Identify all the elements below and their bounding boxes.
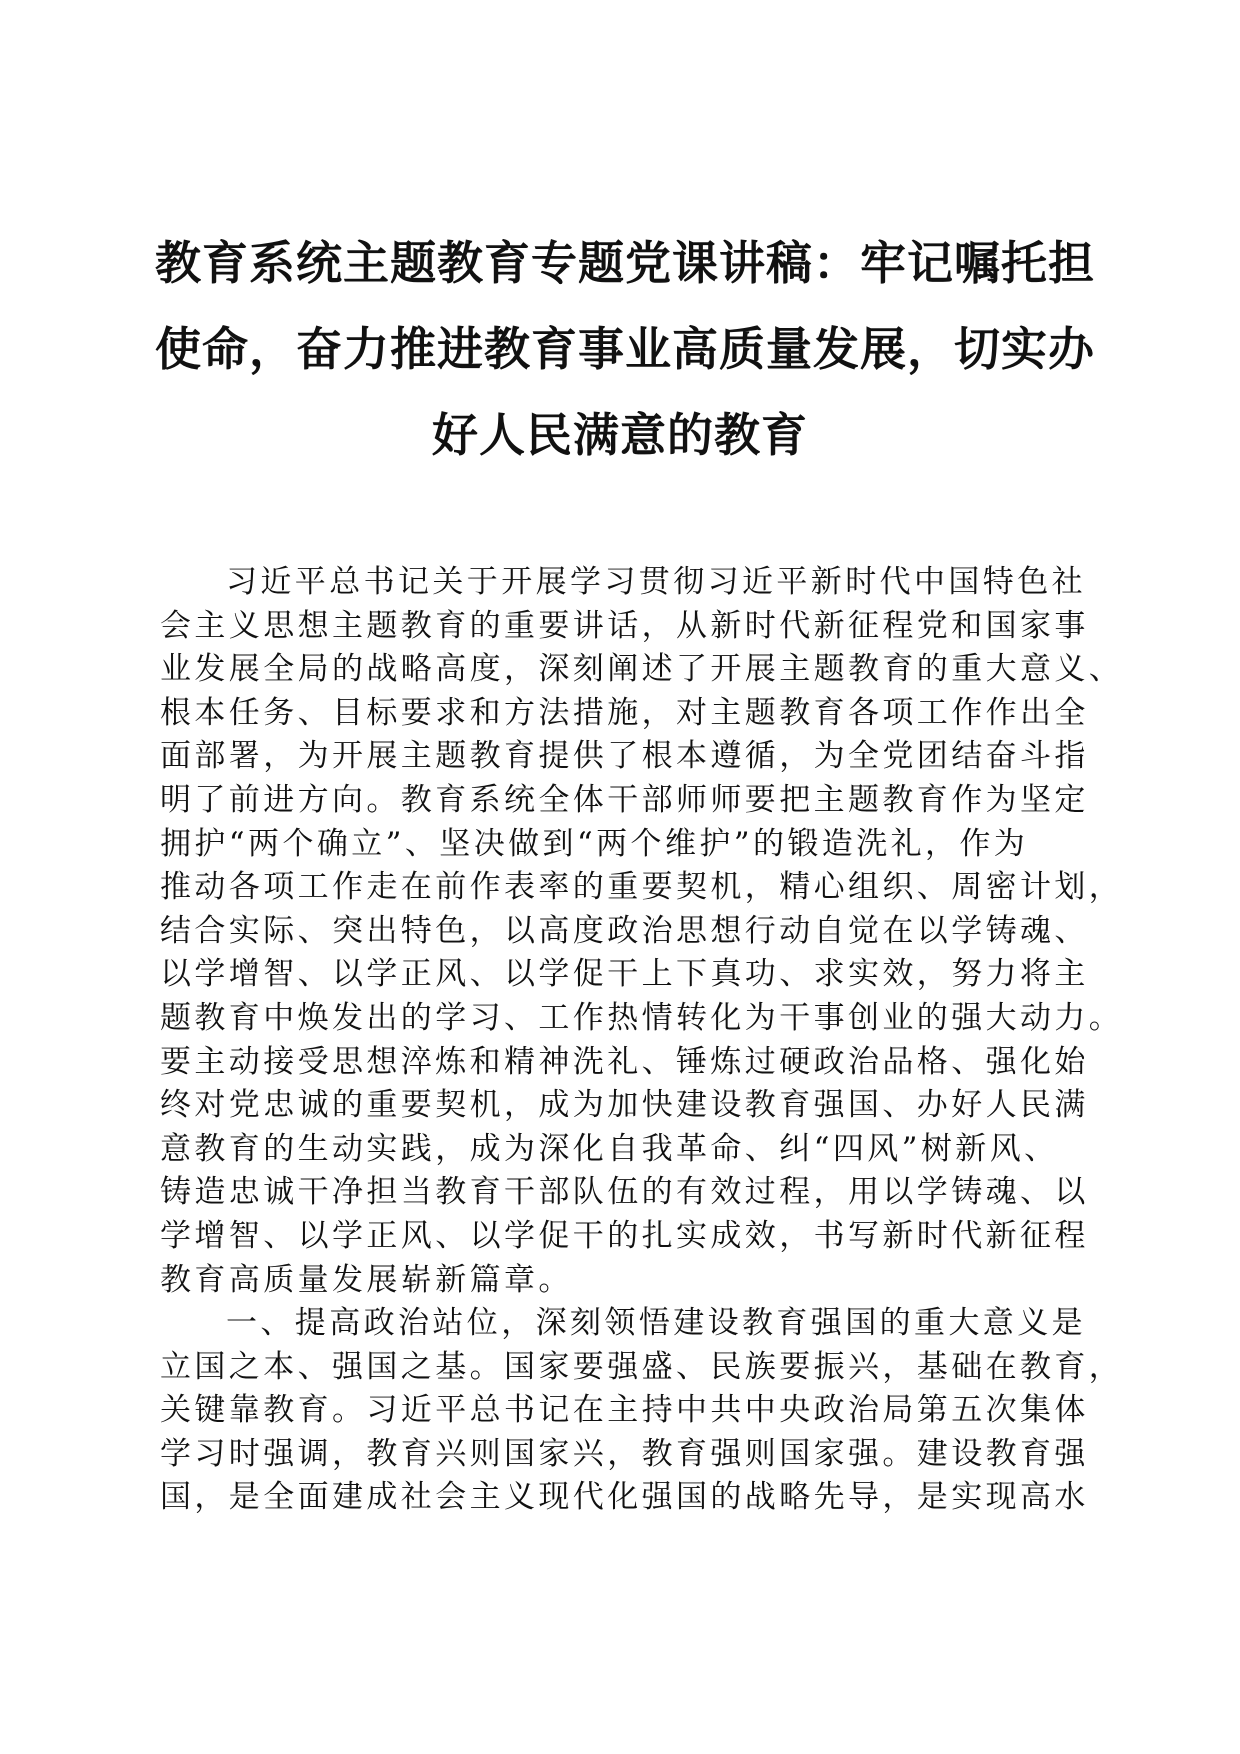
paragraph-line: 拥护“两个确立”、坚决做到“两个维护”的锻造洗礼，作为 (160, 825, 1029, 862)
paragraph-line: 业发展全局的战略高度，深刻阐述了开展主题教育的重大意义、 (160, 651, 1124, 688)
paragraph-line: 一、提高政治站位，深刻领悟建设教育强国的重大意义是 (226, 1305, 1086, 1342)
title-line: 好人民满意的教育 (432, 408, 808, 462)
paragraph-line: 以学增智、以学正风、以学促干上下真功、求实效，努力将主 (160, 956, 1089, 993)
paragraph-line: 题教育中焕发出的学习、工作热情转化为干事创业的强大动力。 (160, 999, 1124, 1036)
paragraph-line: 关键靠教育。习近平总书记在主持中共中央政治局第五次集体 (160, 1392, 1089, 1429)
paragraph-line: 学习时强调，教育兴则国家兴，教育强则国家强。建设教育强 (160, 1435, 1089, 1472)
paragraph-line: 会主义思想主题教育的重要讲话，从新时代新征程党和国家事 (160, 607, 1089, 644)
paragraph-line: 终对党忠诚的重要契机，成为加快建设教育强国、办好人民满 (160, 1087, 1089, 1124)
paragraph-line: 明了前进方向。教育系统全体干部师师要把主题教育作为坚定 (160, 781, 1089, 818)
paragraph-line: 面部署，为开展主题教育提供了根本遵循，为全党团结奋斗指 (160, 738, 1089, 775)
paragraph-line: 推动各项工作走在前作表率的重要契机，精心组织、周密计划， (160, 869, 1124, 906)
document-body (160, 561, 1124, 1520)
title-line: 使命，奋力推进教育事业高质量发展，切实办 (155, 322, 1095, 376)
paragraph-line: 根本任务、目标要求和方法措施，对主题教育各项工作作出全 (160, 694, 1089, 731)
paragraph-line: 教育高质量发展崭新篇章。 (160, 1261, 573, 1298)
document-title (155, 220, 1095, 478)
paragraph-line: 国，是全面建成社会主义现代化强国的战略先导，是实现高水 (160, 1479, 1089, 1516)
paragraph-2 (160, 1302, 1124, 1520)
paragraph-1 (160, 561, 1124, 1302)
paragraph-line: 习近平总书记关于开展学习贯彻习近平新时代中国特色社 (226, 564, 1086, 600)
paragraph-line: 结合实际、突出特色，以高度政治思想行动自觉在以学铸魂、 (160, 912, 1089, 949)
paragraph-line: 铸造忠诚干净担当教育干部队伍的有效过程，用以学铸魂、以 (160, 1174, 1089, 1211)
title-line: 教育系统主题教育专题党课讲稿：牢记嘱托担 (155, 236, 1095, 290)
paragraph-line: 要主动接受思想淬炼和精神洗礼、锤炼过硬政治品格、强化始 (160, 1043, 1089, 1080)
paragraph-line: 立国之本、强国之基。国家要强盛、民族要振兴，基础在教育， (160, 1348, 1124, 1385)
paragraph-line: 意教育的生动实践，成为深化自我革命、纠“四风”树新风、 (160, 1130, 1059, 1167)
paragraph-line: 学增智、以学正风、以学促干的扎实成效，书写新时代新征程 (160, 1217, 1089, 1254)
